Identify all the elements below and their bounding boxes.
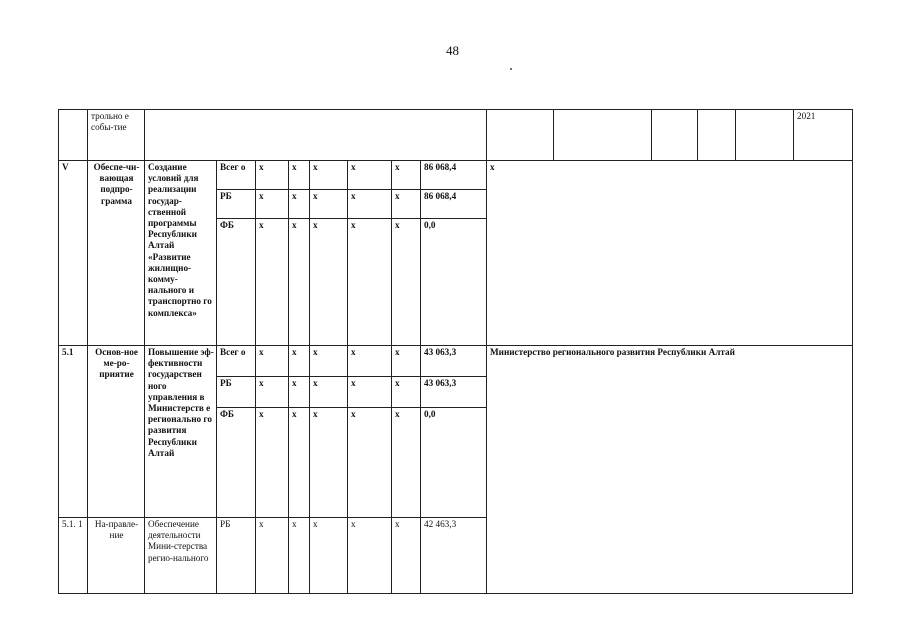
sum-cell: 86 068,4 bbox=[421, 190, 487, 219]
value-cell: х bbox=[256, 346, 289, 377]
row-type: Основ-ное ме-ро-приятие bbox=[88, 346, 145, 518]
value-cell: х bbox=[392, 377, 421, 408]
value-cell: х bbox=[310, 518, 348, 594]
value-cell: х bbox=[256, 518, 289, 594]
source-cell: РБ bbox=[217, 518, 256, 594]
source-cell: Всег о bbox=[217, 161, 256, 190]
value-cell: х bbox=[392, 161, 421, 190]
value-cell: х bbox=[310, 377, 348, 408]
sum-cell: 0,0 bbox=[421, 408, 487, 518]
sum-cell: 43 063,3 bbox=[421, 377, 487, 408]
row-number: 5.1. 1 bbox=[59, 518, 88, 594]
value-cell: х bbox=[256, 190, 289, 219]
value-cell: х bbox=[348, 518, 392, 594]
table-row bbox=[59, 346, 853, 377]
scan-speck bbox=[510, 68, 512, 70]
value-cell: х bbox=[256, 408, 289, 518]
executor-cell: х bbox=[487, 161, 853, 346]
row-name: Создание условий для реализации государ-ственной программы Республики Алтай «Развитие жилищно-комму-нального и транспортно го комплекса» bbox=[145, 161, 217, 346]
value-cell: х bbox=[392, 408, 421, 518]
value-cell: х bbox=[392, 518, 421, 594]
source-cell: РБ bbox=[217, 190, 256, 219]
sum-cell: 86 068,4 bbox=[421, 161, 487, 190]
value-cell: х bbox=[348, 161, 392, 190]
value-cell: х bbox=[348, 377, 392, 408]
source-cell: РБ bbox=[217, 377, 256, 408]
value-cell: х bbox=[289, 518, 310, 594]
value-cell: х bbox=[289, 219, 310, 346]
value-cell: х bbox=[256, 161, 289, 190]
value-cell: х bbox=[310, 161, 348, 190]
row-name: Повышение эф-фективности государствен ного управления в Министерств е регионально го развития Республики Алтай bbox=[145, 346, 217, 518]
value-cell: х bbox=[348, 190, 392, 219]
value-cell: х bbox=[310, 408, 348, 518]
value-cell: х bbox=[289, 190, 310, 219]
value-cell: х bbox=[392, 219, 421, 346]
row-name: Обеспечение деятельности Мини-стерства регио-нального bbox=[145, 518, 217, 594]
sum-cell: 0,0 bbox=[421, 219, 487, 346]
source-cell: ФБ bbox=[217, 219, 256, 346]
executor-cell: Министерство регионального развития Республики Алтай bbox=[487, 346, 853, 594]
row-type: На-правле-ние bbox=[88, 518, 145, 594]
value-cell: х bbox=[348, 219, 392, 346]
value-cell: х bbox=[289, 161, 310, 190]
value-cell: х bbox=[289, 408, 310, 518]
table-row bbox=[59, 161, 853, 190]
table-row bbox=[59, 110, 853, 161]
value-cell: х bbox=[348, 408, 392, 518]
page-number: 48 bbox=[446, 43, 459, 58]
value-cell: х bbox=[310, 219, 348, 346]
value-cell: х bbox=[289, 377, 310, 408]
source-cell: ФБ bbox=[217, 408, 256, 518]
value-cell: х bbox=[392, 346, 421, 377]
row-number: 5.1 bbox=[59, 346, 88, 518]
source-cell: Всег о bbox=[217, 346, 256, 377]
row-number: V bbox=[59, 161, 88, 346]
value-cell: х bbox=[256, 377, 289, 408]
row-type: Обеспе-чи-вающая подпро-грамма bbox=[88, 161, 145, 346]
program-table bbox=[58, 109, 853, 594]
sum-cell: 42 463,3 bbox=[421, 518, 487, 594]
year-cell: 2021 bbox=[794, 110, 853, 161]
value-cell: х bbox=[310, 346, 348, 377]
value-cell: х bbox=[310, 190, 348, 219]
value-cell: х bbox=[348, 346, 392, 377]
sum-cell: 43 063,3 bbox=[421, 346, 487, 377]
event-type-cell: трольно е собы-тие bbox=[88, 110, 145, 161]
value-cell: х bbox=[256, 219, 289, 346]
value-cell: х bbox=[392, 190, 421, 219]
value-cell: х bbox=[289, 346, 310, 377]
